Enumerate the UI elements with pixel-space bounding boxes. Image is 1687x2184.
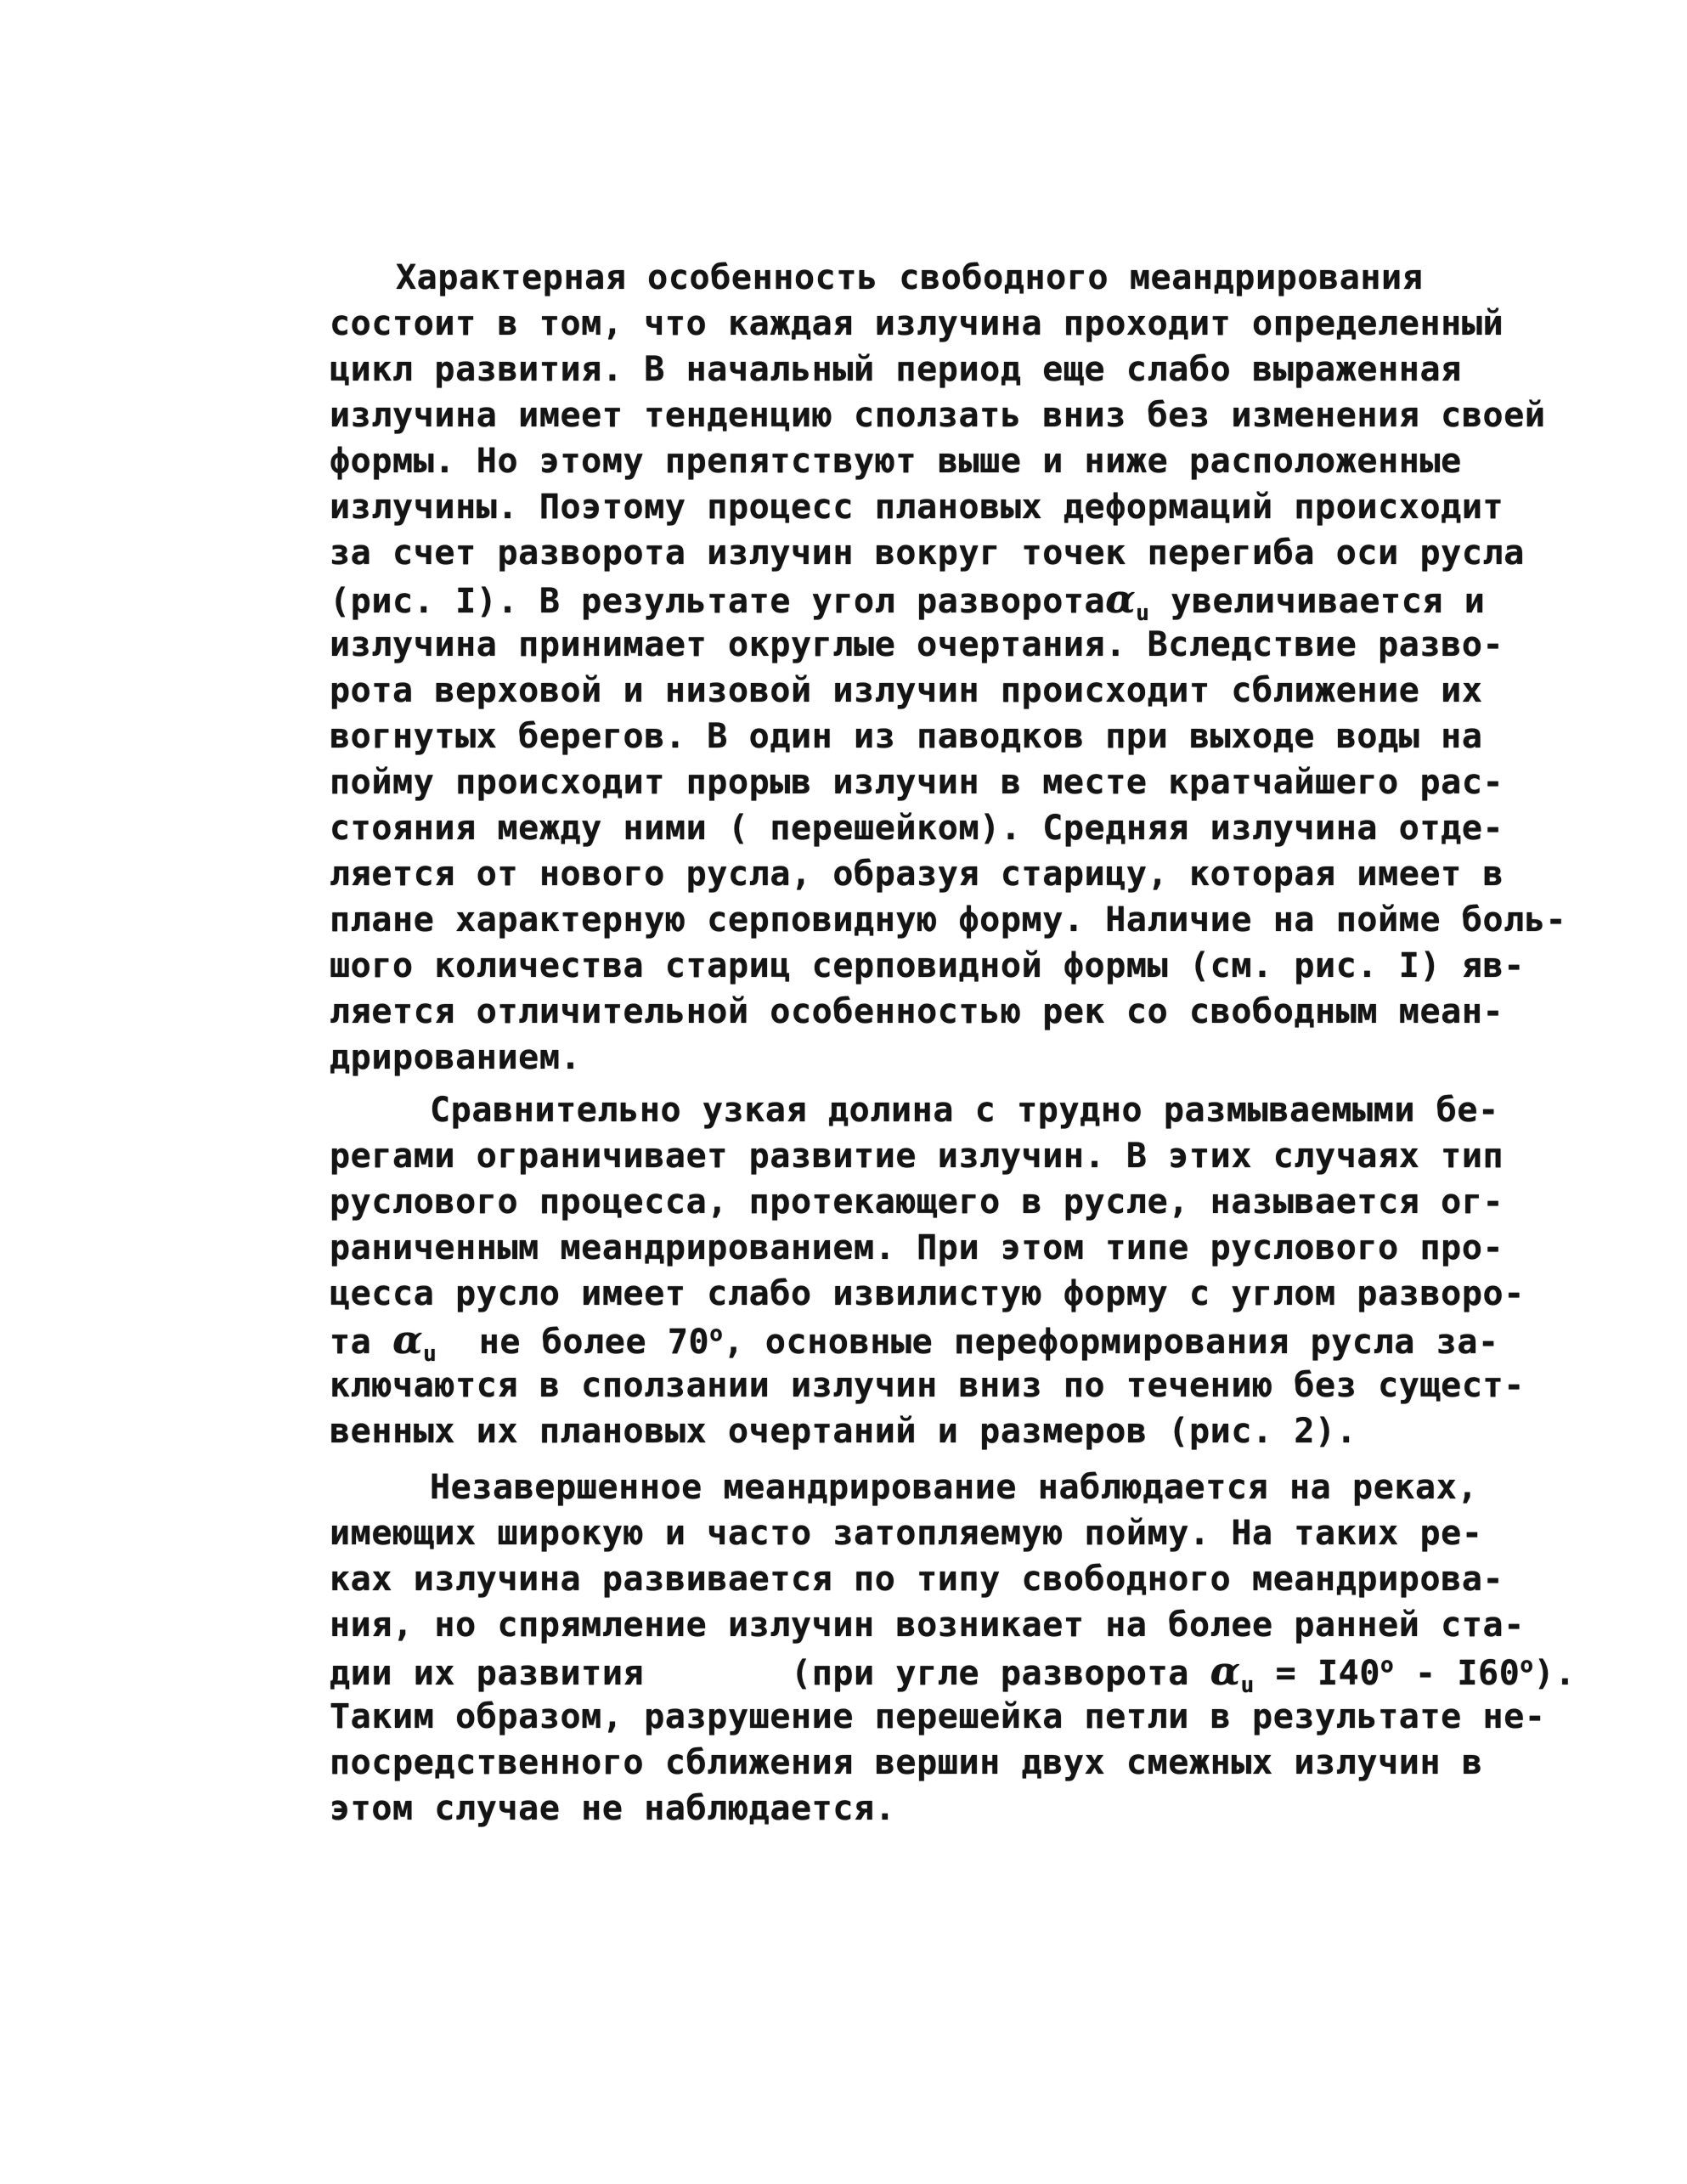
- text-line: Характерная особенность свободного меандрирования: [396, 258, 1424, 297]
- text-segment: та: [330, 1323, 372, 1362]
- text-segment: = I40: [1254, 1654, 1381, 1693]
- subscript: u: [423, 1341, 437, 1367]
- text-line: Незавершенное меандрирование наблюдается на реках,: [430, 1468, 1479, 1507]
- text-line: излучины. Поэтому процесс плановых деформаций происходит: [330, 488, 1504, 527]
- text-segment: не более 70: [437, 1323, 710, 1362]
- text-line: за счет разворота излучин вокруг точек перегиба оси русла: [330, 533, 1525, 573]
- text-segment: - I60: [1394, 1654, 1521, 1693]
- alpha-symbol: α: [1210, 1648, 1241, 1694]
- text-line: пойму происходит прорыв излучин в месте кратчайшего рас-: [330, 763, 1504, 802]
- text-segment: ).: [1533, 1654, 1577, 1693]
- degree-superscript: o: [1380, 1652, 1395, 1679]
- text-line: Таким образом, разрушение перешейка петли в результате не-: [330, 1697, 1546, 1736]
- text-line: венных их плановых очертаний и размеров (рис. 2).: [330, 1412, 1357, 1451]
- text-line: ляется от нового русла, образуя старицу, которая имеет в: [330, 855, 1504, 894]
- text-line: цесса русло имеет слабо извилистую форму с углом разворо-: [330, 1274, 1525, 1313]
- text-line: раниченным меандрированием. При этом типе руслового про-: [330, 1228, 1504, 1267]
- text-segment: увеличивается и: [1149, 582, 1486, 621]
- text-line: формы. Но этому препятствуют выше и ниже расположенные: [330, 442, 1462, 481]
- text-line-with-formula: [330, 1648, 1576, 1696]
- text-line: ключаются в сползании излучин вниз по течению без сущест-: [330, 1366, 1525, 1405]
- text-segment: (рис. I). В результате угол разворота: [330, 582, 1106, 621]
- text-line: посредственного сближения вершин двух смежных излучин в: [330, 1743, 1483, 1782]
- text-segment: , основные переформирования русла за-: [723, 1323, 1499, 1362]
- text-line: излучина имеет тенденцию сползать вниз без изменения своей: [330, 396, 1546, 435]
- text-line: ках излучина развивается по типу свободного меандрирова-: [330, 1560, 1504, 1599]
- text-line: рота верховой и низовой излучин происходит сближение их: [330, 671, 1483, 710]
- text-line-with-formula: [330, 1317, 1499, 1365]
- text-segment: (при угле разворота: [644, 1654, 1210, 1693]
- text-line: вогнутых берегов. В один из паводков при выходе воды на: [330, 717, 1483, 756]
- text-line: шого количества стариц серповидной формы (см. рис. I) яв-: [330, 946, 1525, 985]
- alpha-symbol: α: [392, 1317, 424, 1363]
- subscript: u: [1136, 601, 1150, 626]
- text-line: регами ограничивает развитие излучин. В этих случаях тип: [330, 1137, 1504, 1176]
- text-line: Сравнительно узкая долина с трудно размываемыми бе-: [430, 1091, 1499, 1130]
- text-line: цикл развития. В начальный период еще слабо выраженная: [330, 350, 1462, 389]
- text-line: состоит в том, что каждая излучина проходит определенный: [330, 304, 1504, 343]
- text-line-with-formula: [330, 576, 1485, 624]
- text-segment: дии их развития: [330, 1654, 645, 1693]
- subscript: u: [1240, 1673, 1255, 1698]
- text-line: дрированием.: [330, 1038, 582, 1077]
- degree-superscript: o: [1520, 1652, 1534, 1679]
- text-line: этом случае не наблюдается.: [330, 1789, 896, 1828]
- text-line: ляется отличительной особенностью рек со свободным меан-: [330, 992, 1504, 1031]
- text-line: ния, но спрямление излучин возникает на более ранней ста-: [330, 1606, 1525, 1645]
- text-line: плане характерную серповидную форму. Наличие на пойме боль-: [330, 900, 1567, 940]
- text-line: имеющих широкую и часто затопляемую пойму. На таких ре-: [330, 1514, 1483, 1553]
- alpha-symbol: α: [1105, 576, 1137, 622]
- degree-superscript: o: [709, 1321, 724, 1347]
- text-line: излучина принимает округлые очертания. Вследствие разво-: [330, 625, 1504, 664]
- text-line: стояния между ними ( перешейком). Средняя излучина отде-: [330, 809, 1504, 848]
- text-line: руслового процесса, протекающего в русле, называется ог-: [330, 1182, 1504, 1222]
